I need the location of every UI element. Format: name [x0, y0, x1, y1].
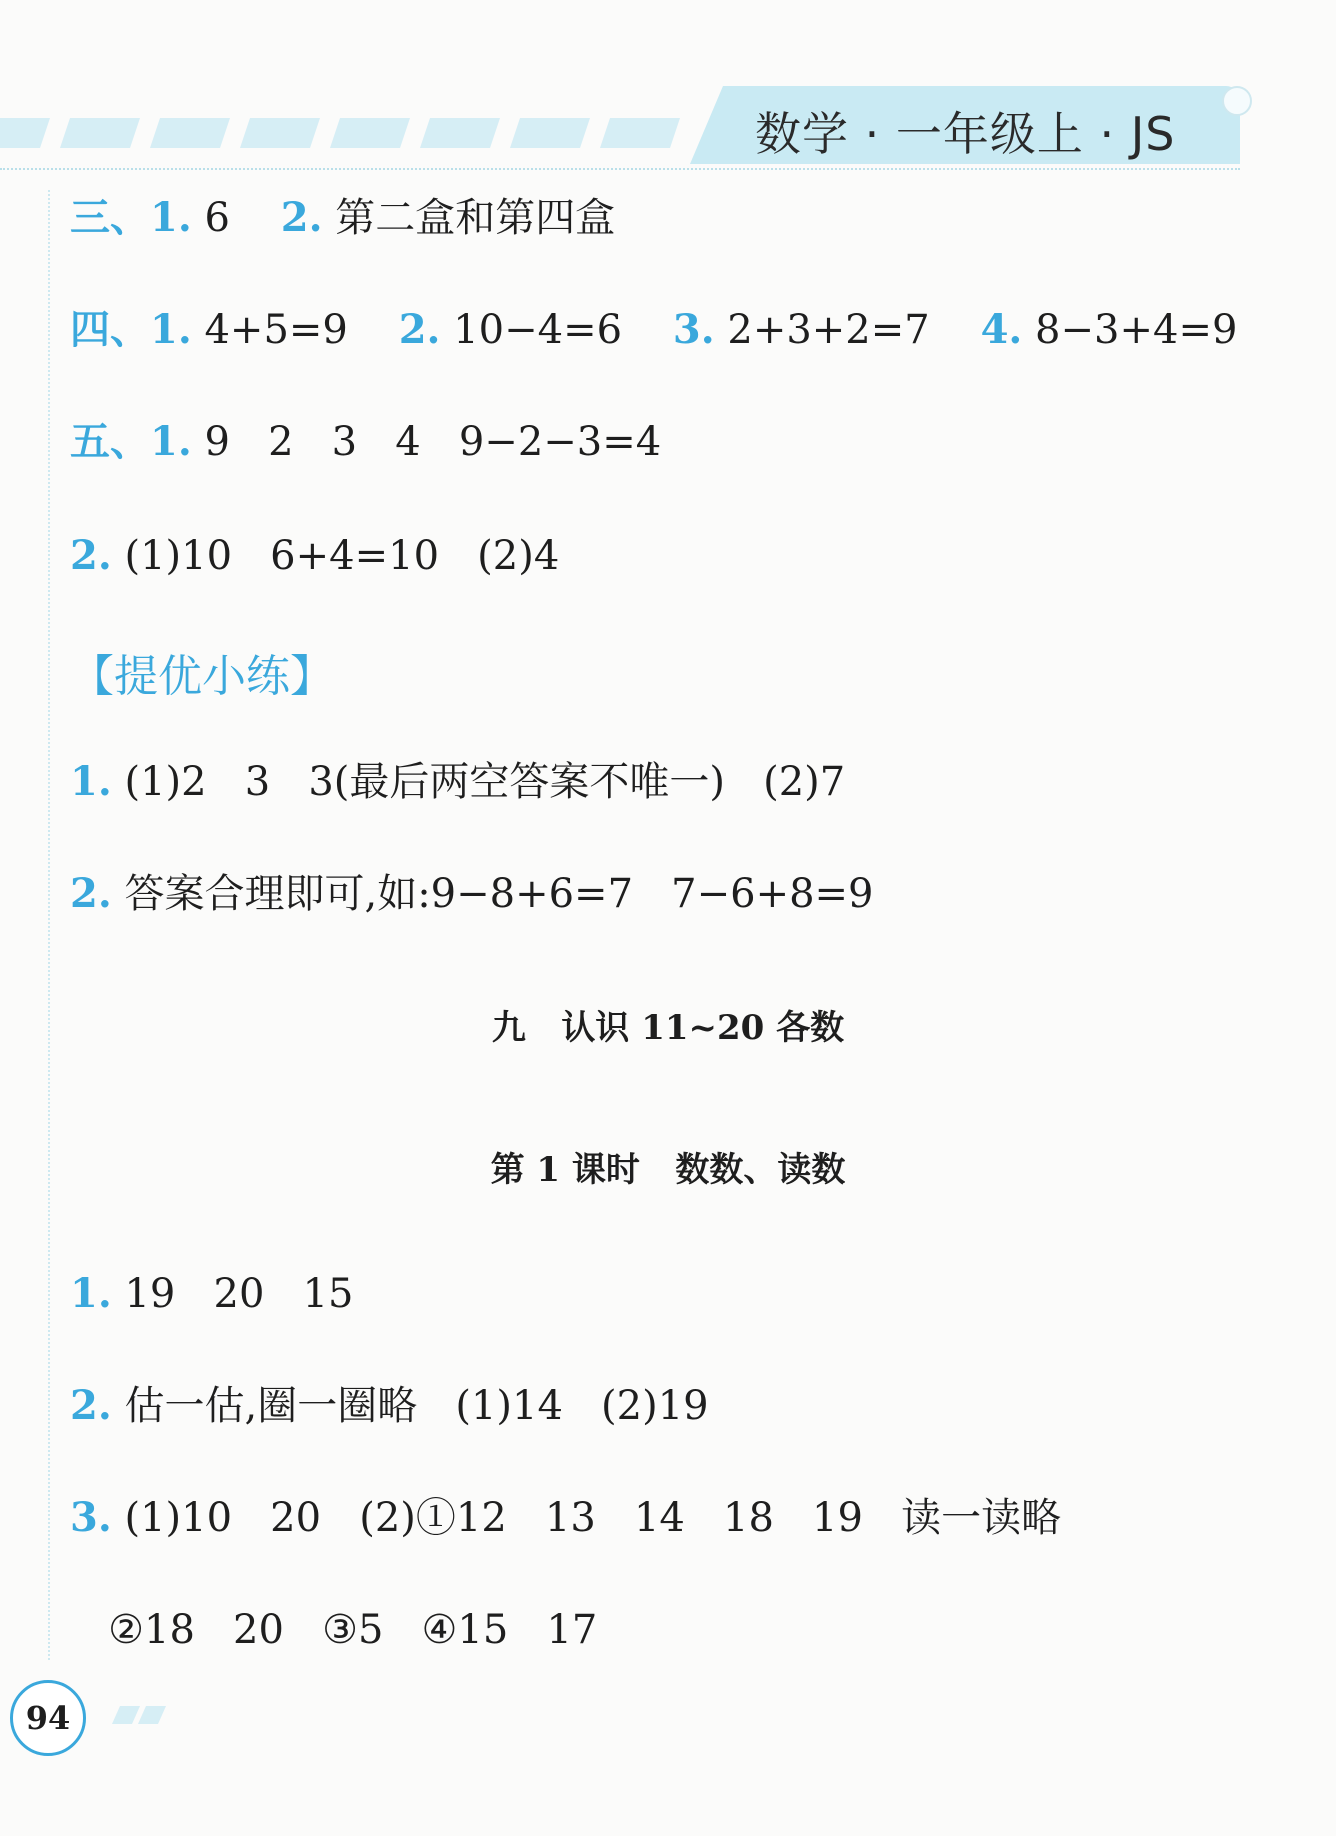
- answer-line-6: [70, 866, 874, 922]
- answer-text: (1)10 6+4=10 (2)4: [111, 533, 560, 579]
- answer-text: 2+3+2=7: [714, 307, 981, 353]
- header-title: 数学 · 一年级上 · JS: [755, 107, 1176, 161]
- item-number: 1.: [70, 1270, 112, 1317]
- answer-text: 19 20 15: [111, 1271, 354, 1317]
- answer-text: (1)10 20 (2)①12 13 14 18 19 读一读略: [111, 1495, 1062, 1541]
- item-number: 3.: [672, 306, 715, 353]
- answer-text: 10−4=6: [440, 307, 673, 353]
- section-marker: 五、: [70, 419, 150, 465]
- item-number: 1.: [70, 758, 112, 805]
- footer-stripe-decoration: [110, 1704, 180, 1726]
- answer-text: 6: [191, 195, 281, 241]
- answer-line-1: [70, 190, 615, 246]
- item-number: 2.: [280, 194, 323, 241]
- answer-text: 估一估,圈一圈略 (1)14 (2)19: [111, 1383, 709, 1429]
- answer-line-3: [70, 414, 661, 470]
- answer-text: 答案合理即可,如:9−8+6=7 7−6+8=9: [111, 871, 874, 917]
- chapter-title: 九 认识 11~20 各数: [491, 1008, 845, 1048]
- answer-line-4: [70, 528, 559, 584]
- answer-line-10: [70, 1602, 597, 1658]
- item-number: 2.: [70, 1382, 112, 1429]
- answer-text: 9 2 3 4 9−2−3=4: [191, 419, 662, 465]
- answer-line-9: [70, 1490, 1061, 1546]
- answer-line-2: [70, 302, 1237, 358]
- answer-line-8: [70, 1378, 709, 1434]
- item-number: 3.: [70, 1494, 112, 1541]
- lesson-title: 第 1 课时 数数、读数: [490, 1150, 846, 1190]
- answer-text: ②18 20 ③5 ④15 17: [70, 1607, 598, 1653]
- item-number: 1.: [150, 418, 192, 465]
- item-number: 2.: [398, 306, 441, 353]
- answer-text: (1)2 3 3(最后两空答案不唯一) (2)7: [111, 759, 846, 805]
- header-dotted-rule: [0, 168, 1240, 170]
- item-number: 2.: [70, 532, 112, 579]
- section-heading: 【提优小练】: [70, 651, 334, 702]
- item-number: 1.: [150, 306, 192, 353]
- item-number: 2.: [70, 870, 112, 917]
- answer-line-5: [70, 754, 845, 810]
- section-marker: 四、: [70, 307, 150, 353]
- item-number: 4.: [980, 306, 1023, 353]
- page-number-badge: 94: [10, 1680, 86, 1756]
- answer-line-7: [70, 1266, 353, 1322]
- section-marker: 三、: [70, 195, 150, 241]
- answer-text: 8−3+4=9: [1022, 307, 1238, 353]
- answer-text: 第二盒和第四盒: [322, 195, 616, 241]
- answer-text: 4+5=9: [191, 307, 399, 353]
- corner-circle-decoration: [1222, 86, 1252, 116]
- margin-dotted-line: [48, 190, 50, 1660]
- item-number: 1.: [150, 194, 192, 241]
